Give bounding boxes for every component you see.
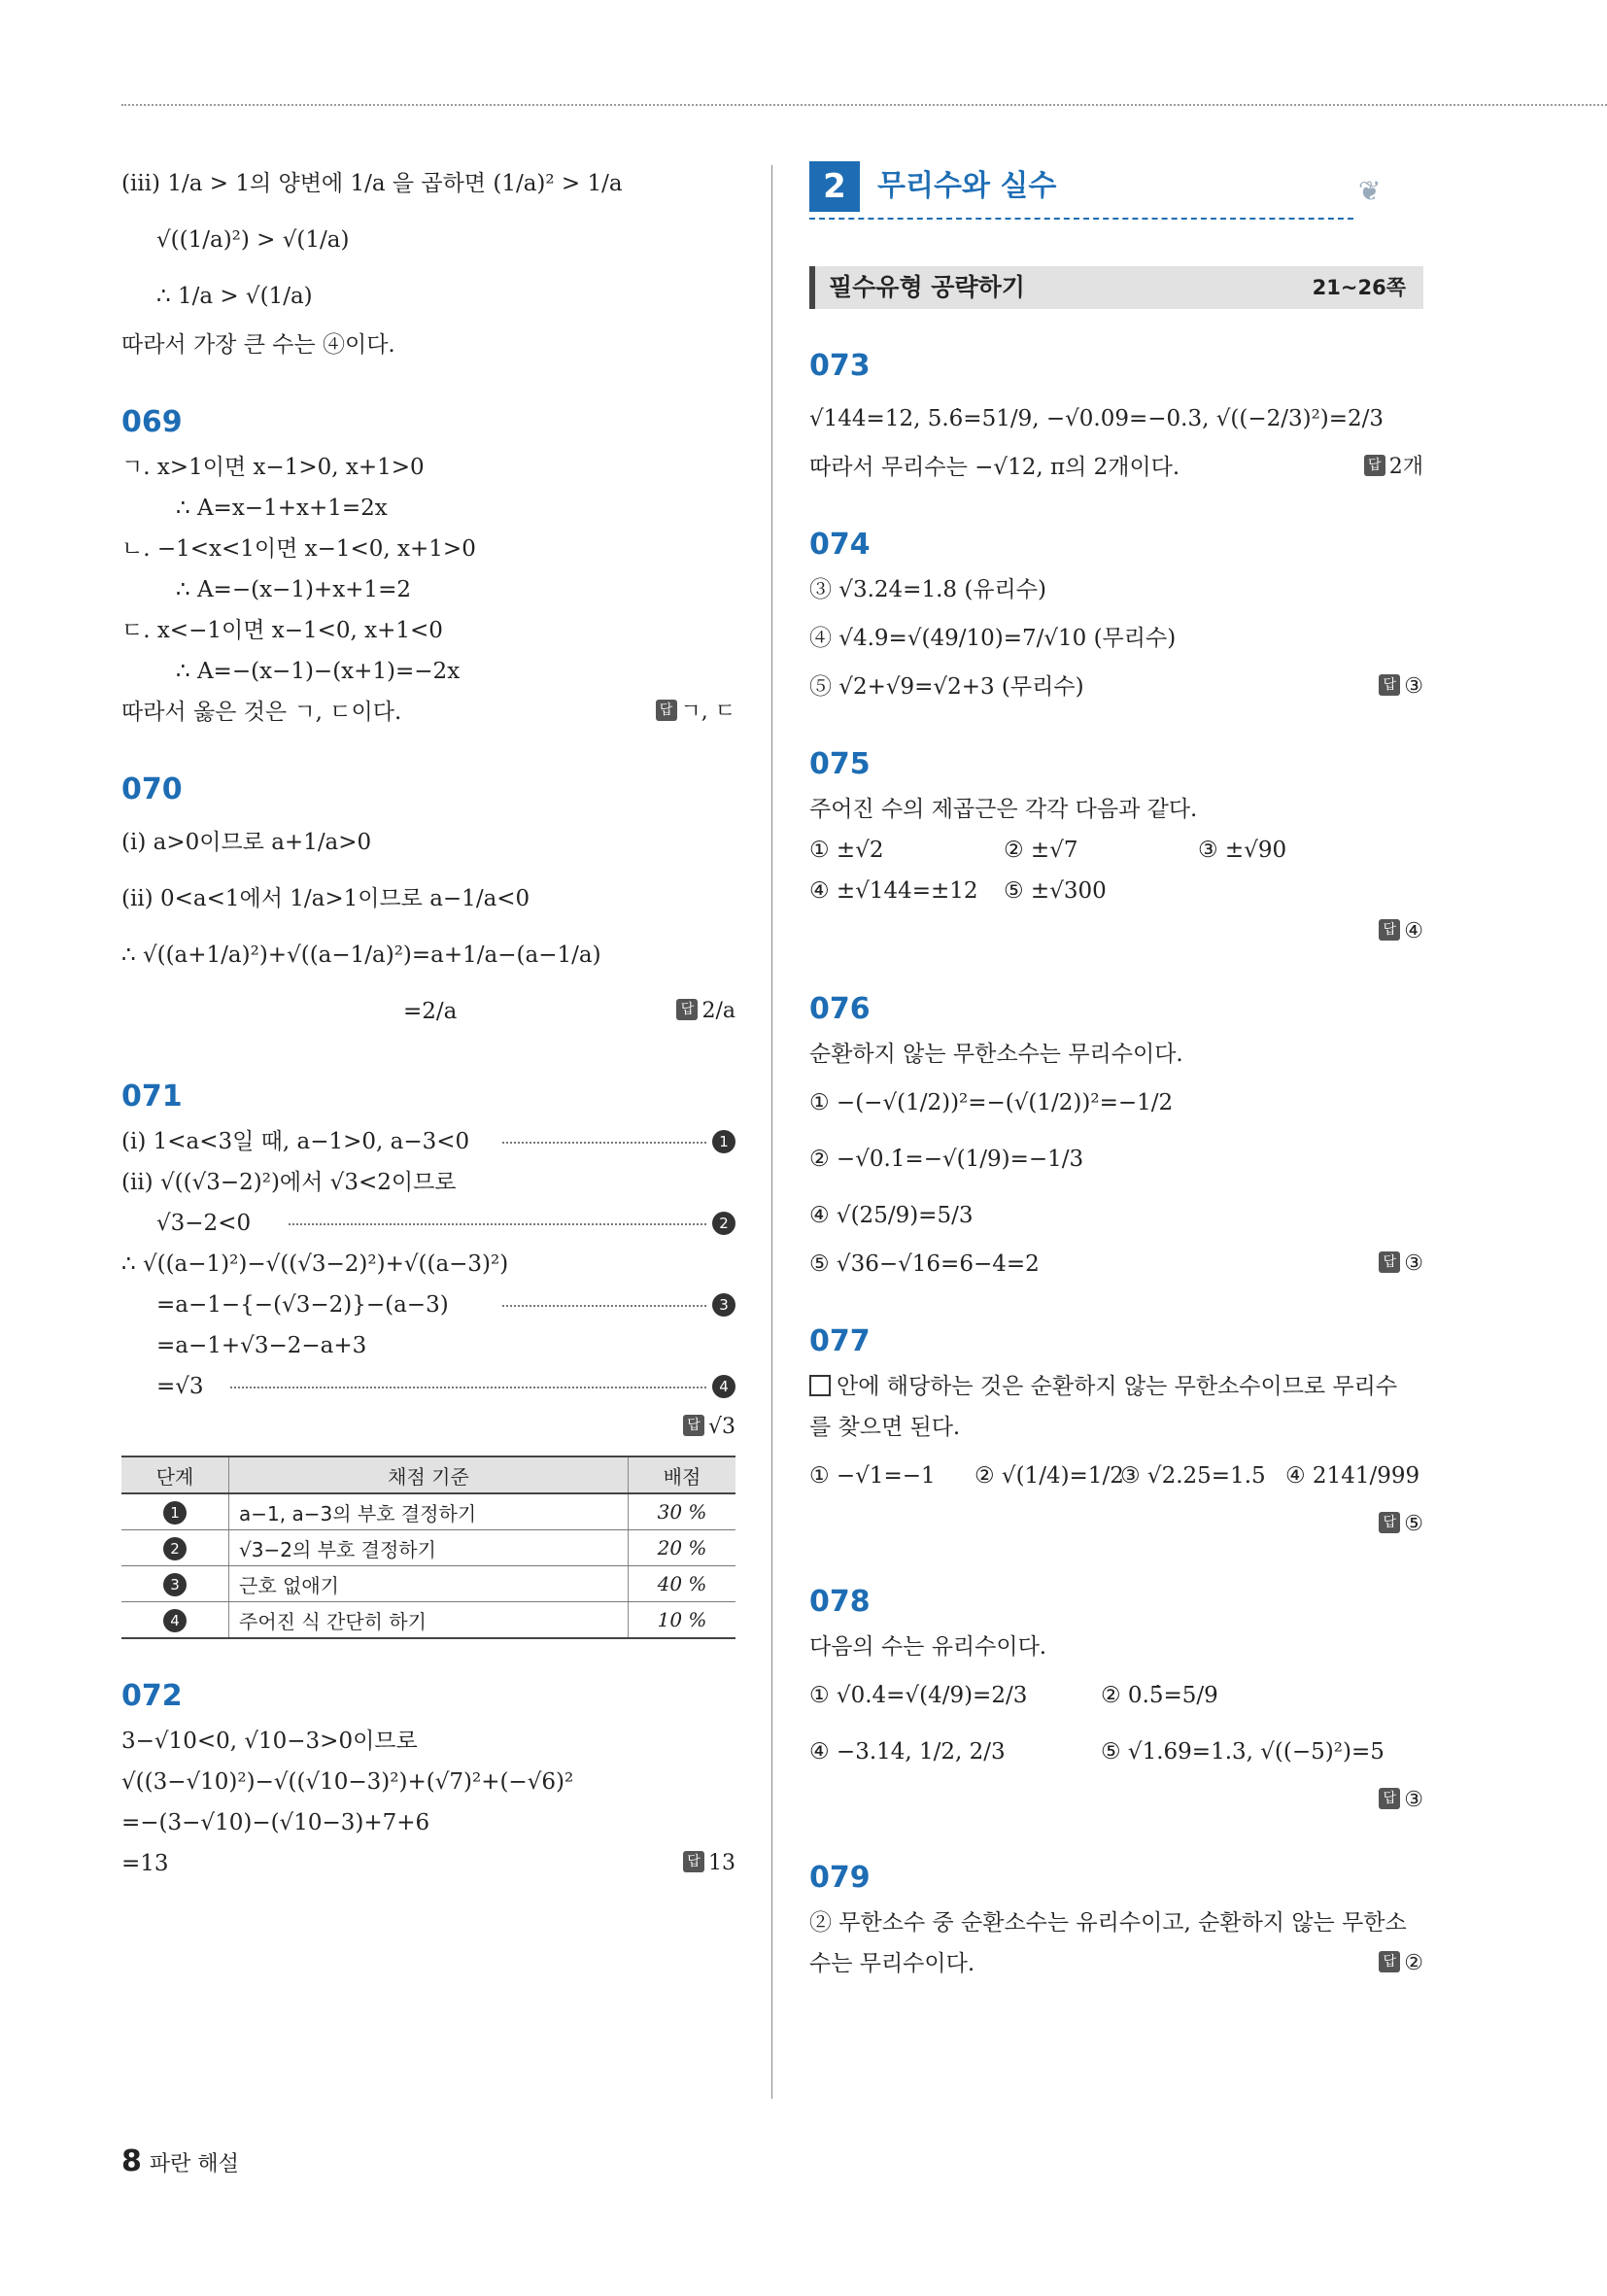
answer-mark-icon: 답 — [1379, 919, 1400, 941]
answer-value: ㄱ, ㄷ — [680, 700, 735, 724]
question-073 — [809, 342, 1423, 488]
solution-line: 를 찾으면 된다. — [809, 1415, 961, 1440]
answer-line — [809, 1504, 1423, 1545]
table-row — [121, 1530, 735, 1566]
answer-mark-icon: 답 — [683, 1415, 704, 1436]
answer — [1379, 1244, 1423, 1285]
question-number: 077 — [809, 1324, 871, 1358]
answer-mark-icon: 답 — [656, 700, 677, 721]
section-header — [809, 155, 1423, 216]
question-075 — [809, 740, 1423, 952]
answer-value: 2개 — [1388, 455, 1423, 479]
solution-line: =a−1+√3−2−a+3 — [156, 1333, 367, 1358]
answer-line — [809, 1780, 1423, 1821]
table-cell — [121, 1493, 229, 1530]
banner-title: 필수유형 공략하기 — [829, 273, 1025, 301]
option: ② √(1/4)=1/2 — [974, 1463, 1124, 1489]
solution-line: ① −(−√(1/2))²=−(√(1/2))²=−1/2 — [809, 1090, 1174, 1115]
step-badge: 2 — [163, 1537, 187, 1560]
answer-value: 13 — [708, 1851, 735, 1875]
solution-line: ㄱ. x>1이면 x−1>0, x+1>0 — [121, 455, 425, 480]
answer-mark-icon: 답 — [683, 1851, 704, 1872]
option: ④ −3.14, 1/2, 2/3 — [809, 1739, 1006, 1765]
solution-line — [809, 1366, 1423, 1407]
solution-line — [809, 1244, 1423, 1285]
question-number: 075 — [809, 747, 871, 781]
question-number: 069 — [121, 405, 183, 439]
table-row — [121, 1566, 735, 1602]
answer-mark-icon: 답 — [1379, 674, 1400, 696]
question-number: 073 — [809, 349, 871, 383]
solution-line: ∴ 1/a > √(1/a) — [156, 284, 313, 309]
answer-mark-icon: 답 — [1379, 1951, 1400, 1972]
question-077 — [809, 1318, 1423, 1545]
solution-line: (i) a>0이므로 a+1/a>0 — [121, 830, 372, 855]
solution-line: ② 무한소수 중 순환소수는 유리수이고, 순환하지 않는 무한소 — [809, 1910, 1407, 1936]
answer — [1379, 1504, 1423, 1545]
answer — [1379, 1780, 1423, 1821]
question-number: 072 — [121, 1679, 183, 1713]
question-number: 076 — [809, 992, 871, 1026]
solution-text: =2/a — [403, 999, 458, 1024]
question-number: 078 — [809, 1585, 871, 1619]
solution-line: =−(3−√10)−(√10−3)+7+6 — [121, 1810, 430, 1835]
solution-line — [121, 983, 735, 1040]
q068-continuation — [121, 155, 735, 365]
answer — [683, 1843, 735, 1884]
option: ① √0.4̇=√(4/9)=2/3 — [809, 1683, 1028, 1708]
column-divider — [771, 165, 772, 2099]
option: ② 0.5̇=5/9 — [1101, 1683, 1218, 1708]
option: ① ±√2 — [809, 838, 884, 863]
step-marker-1: 1 — [712, 1130, 735, 1153]
answer — [676, 983, 735, 1040]
solution-text: √3−2<0 — [156, 1211, 252, 1236]
solution-line — [121, 1843, 735, 1884]
answer-value: ④ — [1404, 919, 1423, 943]
solution-line: ④ √4.9=√(49/10)=7/√10 (무리수) — [809, 626, 1177, 651]
right-column — [809, 155, 1423, 1984]
step-marker-2: 2 — [712, 1212, 735, 1235]
table-cell: 30 % — [629, 1493, 736, 1530]
table-cell: 근호 없애기 — [229, 1566, 629, 1602]
solution-line — [121, 1121, 735, 1162]
solution-line — [809, 667, 1423, 707]
solution-text: =a−1−{−(√3−2)}−(a−3) — [156, 1292, 449, 1318]
top-dotted-rule — [121, 104, 1607, 106]
answer-value: ⑤ — [1404, 1512, 1423, 1536]
answer-value: ② — [1404, 1951, 1423, 1975]
solution-line — [809, 830, 1423, 871]
table-row — [121, 1602, 735, 1639]
solution-line: ㄴ. −1<x<1이면 x−1<0, x+1>0 — [121, 536, 476, 562]
question-071 — [121, 1073, 735, 1639]
solution-line: 다음의 수는 유리수이다. — [809, 1634, 1047, 1660]
answer-value: ③ — [1404, 1251, 1423, 1276]
solution-line: √144=12, 5.6̇=51/9, −√0.09=−0.3, √((−2/3)²)=2/3 — [809, 406, 1385, 431]
solution-line: ∴ √((a−1)²)−√((√3−2)²)+√((a−3)²) — [121, 1251, 509, 1277]
solution-line: ② −√0.1̇=−√(1/9)=−1/3 — [809, 1147, 1084, 1172]
solution-line — [809, 1448, 1423, 1504]
solution-line — [809, 1667, 1423, 1724]
table-header: 배점 — [629, 1456, 736, 1493]
solution-text: 안에 해당하는 것은 순환하지 않는 무한소수이므로 무리수 — [837, 1374, 1398, 1399]
table-cell: 주어진 식 간단히 하기 — [229, 1602, 629, 1639]
question-072 — [121, 1672, 735, 1884]
answer — [1379, 911, 1423, 952]
option: ③ √2.25=1.5 — [1120, 1463, 1266, 1489]
scoring-table — [121, 1456, 735, 1639]
solution-text: (i) 1<a<3일 때, a−1>0, a−3<0 — [121, 1129, 470, 1154]
option: ① −√1=−1 — [809, 1463, 936, 1489]
banner-pages: 21~26쪽 — [1312, 276, 1406, 299]
answer — [656, 692, 736, 733]
question-number: 074 — [809, 528, 871, 562]
question-076 — [809, 985, 1423, 1285]
solution-line: ③ √3.24=1.8 (유리수) — [809, 577, 1046, 602]
question-number: 070 — [121, 772, 183, 806]
subsection-banner — [809, 266, 1423, 309]
answer-value: ③ — [1404, 674, 1423, 699]
solution-line — [809, 1943, 1423, 1984]
table-cell — [121, 1602, 229, 1639]
solution-line — [809, 447, 1423, 488]
question-074 — [809, 521, 1423, 707]
question-number: 079 — [809, 1861, 871, 1895]
solution-line: (ii) √((√3−2)²)에서 √3<2이므로 — [121, 1170, 457, 1195]
option: ③ ±√90 — [1198, 838, 1287, 863]
answer-value: √3 — [707, 1415, 735, 1439]
table-cell: 40 % — [629, 1566, 736, 1602]
answer — [1379, 667, 1423, 707]
solution-text: 수는 무리수이다. — [809, 1951, 975, 1976]
step-marker-3: 3 — [712, 1293, 735, 1317]
answer-mark-icon: 답 — [1379, 1251, 1400, 1273]
solution-line: 3−√10<0, √10−3>0이므로 — [121, 1729, 418, 1754]
table-cell: a−1, a−3의 부호 결정하기 — [229, 1493, 629, 1530]
solution-text: =13 — [121, 1851, 169, 1876]
question-079 — [809, 1854, 1423, 1984]
leaf-icon: ❦ — [1358, 175, 1382, 207]
page-number: 8 — [121, 2144, 142, 2178]
answer — [1364, 447, 1423, 488]
left-column — [121, 155, 735, 1884]
question-number: 071 — [121, 1079, 183, 1114]
answer-mark-icon: 답 — [1379, 1512, 1400, 1533]
table-cell: 20 % — [629, 1530, 736, 1566]
solution-line — [121, 692, 735, 733]
solution-text: ⑤ √2+√9=√2+3 (무리수) — [809, 674, 1084, 700]
solution-line: √((1/a)²) > √(1/a) — [156, 227, 350, 253]
solution-line — [121, 1366, 735, 1407]
answer-mark-icon: 답 — [1379, 1788, 1400, 1809]
answer — [1379, 1943, 1423, 1984]
solution-line: 따라서 가장 큰 수는 ④이다. — [121, 332, 395, 358]
table-row — [121, 1493, 735, 1530]
answer-mark-icon: 답 — [676, 999, 698, 1020]
solution-line: ∴ A=x−1+x+1=2x — [176, 496, 388, 521]
section-title: 무리수와 실수 — [877, 169, 1057, 203]
step-badge: 3 — [163, 1573, 187, 1596]
section-number: 2 — [809, 161, 860, 212]
question-070 — [121, 766, 735, 1040]
answer — [683, 1407, 735, 1448]
solution-line: ④ √(25/9)=5/3 — [809, 1203, 974, 1228]
table-cell: 10 % — [629, 1602, 736, 1639]
table-header-row — [121, 1456, 735, 1493]
solution-line — [809, 1724, 1423, 1780]
option: ② ±√7 — [1004, 838, 1078, 863]
solution-text: 따라서 무리수는 −√12, π의 2개이다. — [809, 455, 1180, 480]
table-header: 채점 기준 — [229, 1456, 629, 1493]
solution-line — [809, 871, 1423, 911]
table-header: 단계 — [121, 1456, 229, 1493]
blank-box-icon — [809, 1375, 831, 1396]
step-badge: 1 — [163, 1501, 187, 1525]
solution-line: (ii) 0<a<1에서 1/a>1이므로 a−1/a<0 — [121, 886, 530, 911]
solution-line: 순환하지 않는 무한소수는 무리수이다. — [809, 1042, 1183, 1067]
section-dashed-rule — [809, 218, 1353, 220]
solution-line: 주어진 수의 제곱근은 각각 다음과 같다. — [809, 797, 1198, 822]
solution-text: =√3 — [156, 1374, 204, 1399]
answer-line — [809, 911, 1423, 952]
answer-line — [121, 1407, 735, 1448]
solution-line: ∴ A=−(x−1)+x+1=2 — [176, 577, 411, 602]
option: ⑤ ±√300 — [1004, 878, 1107, 904]
solution-line: ∴ A=−(x−1)−(x+1)=−2x — [176, 659, 461, 684]
table-cell: √3−2의 부호 결정하기 — [229, 1530, 629, 1566]
table-cell — [121, 1566, 229, 1602]
question-069 — [121, 398, 735, 733]
answer-value: 2/a — [701, 999, 735, 1023]
solution-line: (iii) 1/a > 1의 양변에 1/a 을 곱하면 (1/a)² > 1/a — [121, 171, 623, 196]
solution-line: ㄷ. x<−1이면 x−1<0, x+1<0 — [121, 618, 443, 643]
solution-text: ⑤ √36−√16=6−4=2 — [809, 1251, 1040, 1277]
page-footer — [121, 2144, 239, 2178]
table-cell — [121, 1530, 229, 1566]
option: ④ ±√144=±12 — [809, 878, 978, 904]
answer-mark-icon: 답 — [1364, 455, 1385, 476]
solution-line — [121, 1285, 735, 1325]
footer-label: 파란 해설 — [149, 2152, 239, 2176]
solution-line — [121, 1203, 735, 1244]
step-badge: 4 — [163, 1609, 187, 1632]
option: ④ 2141/999 — [1285, 1463, 1420, 1489]
solution-line: √((3−√10)²)−√((√10−3)²)+(√7)²+(−√6)² — [121, 1769, 574, 1795]
option: ⑤ √1.69=1.3, √((−5)²)=5 — [1101, 1739, 1385, 1765]
step-marker-4: 4 — [712, 1375, 735, 1398]
solution-line: ∴ √((a+1/a)²)+√((a−1/a)²)=a+1/a−(a−1/a) — [121, 942, 601, 968]
answer-value: ③ — [1404, 1788, 1423, 1812]
question-078 — [809, 1578, 1423, 1821]
solution-text: 따라서 옳은 것은 ㄱ, ㄷ이다. — [121, 700, 402, 725]
